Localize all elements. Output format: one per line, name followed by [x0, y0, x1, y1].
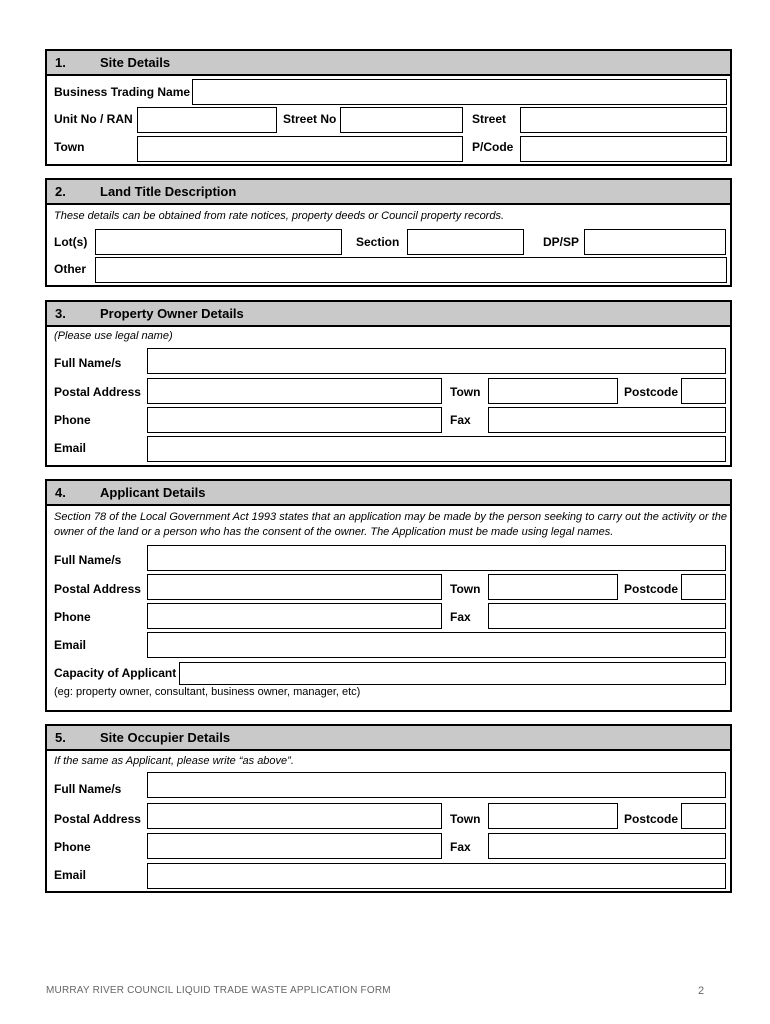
label-postcode: Postcode	[624, 812, 679, 826]
label-unit-no: Unit No / RAN	[54, 112, 133, 126]
label-fax: Fax	[450, 413, 471, 427]
label-phone: Phone	[54, 840, 91, 854]
occupier-town-field[interactable]	[488, 803, 618, 829]
label-other: Other	[54, 262, 87, 276]
owner-town-field[interactable]	[488, 378, 618, 404]
section-property-owner	[45, 300, 732, 467]
section-field[interactable]	[407, 229, 524, 255]
label-town: Town	[54, 140, 85, 154]
section-title: Applicant Details	[100, 485, 206, 500]
lots-field[interactable]	[95, 229, 342, 255]
label-email: Email	[54, 441, 87, 455]
section-header	[47, 302, 730, 327]
occupier-postal-address-field[interactable]	[147, 803, 442, 829]
applicant-fax-field[interactable]	[488, 603, 726, 629]
label-full-name: Full Name/s	[54, 553, 122, 567]
label-fax: Fax	[450, 610, 471, 624]
owner-email-field[interactable]	[147, 436, 726, 462]
label-email: Email	[54, 868, 87, 882]
label-email: Email	[54, 638, 87, 652]
street-field[interactable]	[520, 107, 727, 133]
occupier-full-name-field[interactable]	[147, 772, 726, 798]
label-postal-address: Postal Address	[54, 582, 141, 596]
section-header	[47, 726, 730, 751]
section-number: 3.	[55, 306, 66, 321]
label-phone: Phone	[54, 413, 91, 427]
section-title: Site Details	[100, 55, 171, 70]
site-occupier-note: If the same as Applicant, please write “as above”.	[54, 755, 294, 767]
section-land-title	[45, 178, 732, 287]
label-town: Town	[450, 812, 481, 826]
applicant-section-78-note: Section 78 of the Local Government Act 1993 states that an application may be made by the person seeking to carry out the activity or the owner of the land or a person who has the consent of the owner. The Application must be made using legal names.	[54, 511, 727, 538]
label-postcode: Postcode	[624, 582, 679, 596]
label-street-no: Street No	[283, 112, 337, 126]
section-title: Land Title Description	[100, 184, 237, 199]
applicant-email-field[interactable]	[147, 632, 726, 658]
capacity-hint: (eg: property owner, consultant, business owner, manager, etc)	[54, 686, 361, 698]
applicant-town-field[interactable]	[488, 574, 618, 600]
label-business-trading-name: Business Trading Name	[54, 85, 191, 99]
town-field[interactable]	[137, 136, 463, 162]
capacity-of-applicant-field[interactable]	[179, 662, 726, 685]
occupier-postcode-field[interactable]	[681, 803, 726, 829]
owner-postcode-field[interactable]	[681, 378, 726, 404]
label-fax: Fax	[450, 840, 471, 854]
label-pcode: P/Code	[472, 140, 514, 154]
label-postal-address: Postal Address	[54, 385, 141, 399]
label-phone: Phone	[54, 610, 91, 624]
section-title: Property Owner Details	[100, 306, 244, 321]
occupier-phone-field[interactable]	[147, 833, 442, 859]
label-section: Section	[356, 235, 400, 249]
dpsp-field[interactable]	[584, 229, 726, 255]
section-applicant-details	[45, 479, 732, 712]
pcode-field[interactable]	[520, 136, 727, 162]
label-postcode: Postcode	[624, 385, 679, 399]
applicant-postal-address-field[interactable]	[147, 574, 442, 600]
label-town: Town	[450, 385, 481, 399]
label-capacity-of-applicant: Capacity of Applicant	[54, 666, 177, 680]
label-dpsp: DP/SP	[543, 235, 580, 249]
applicant-postcode-field[interactable]	[681, 574, 726, 600]
property-owner-note: (Please use legal name)	[54, 330, 173, 342]
section-header	[47, 180, 730, 205]
section-number: 4.	[55, 485, 66, 500]
section-number: 2.	[55, 184, 66, 199]
business-trading-name-field[interactable]	[192, 79, 727, 105]
section-site-occupier	[45, 724, 732, 893]
label-full-name: Full Name/s	[54, 782, 122, 796]
section-number: 5.	[55, 730, 66, 745]
section-site-details	[45, 49, 732, 166]
section-header	[47, 51, 730, 76]
occupier-fax-field[interactable]	[488, 833, 726, 859]
section-title: Site Occupier Details	[100, 730, 231, 745]
owner-fax-field[interactable]	[488, 407, 726, 433]
owner-phone-field[interactable]	[147, 407, 442, 433]
section-header	[47, 481, 730, 506]
unit-no-field[interactable]	[137, 107, 277, 133]
page-number: 2	[698, 985, 705, 997]
owner-postal-address-field[interactable]	[147, 378, 442, 404]
label-town: Town	[450, 582, 481, 596]
applicant-phone-field[interactable]	[147, 603, 442, 629]
applicant-full-name-field[interactable]	[147, 545, 726, 571]
other-field[interactable]	[95, 257, 727, 283]
label-full-name: Full Name/s	[54, 356, 122, 370]
label-postal-address: Postal Address	[54, 812, 141, 826]
occupier-email-field[interactable]	[147, 863, 726, 889]
street-no-field[interactable]	[340, 107, 463, 133]
land-title-note: These details can be obtained from rate notices, property deeds or Council property records.	[54, 210, 505, 222]
owner-full-name-field[interactable]	[147, 348, 726, 374]
footer-form-title: MURRAY RIVER COUNCIL LIQUID TRADE WASTE APPLICATION FORM	[46, 985, 391, 996]
section-number: 1.	[55, 55, 66, 70]
label-lots: Lot(s)	[54, 235, 88, 249]
label-street: Street	[472, 112, 507, 126]
